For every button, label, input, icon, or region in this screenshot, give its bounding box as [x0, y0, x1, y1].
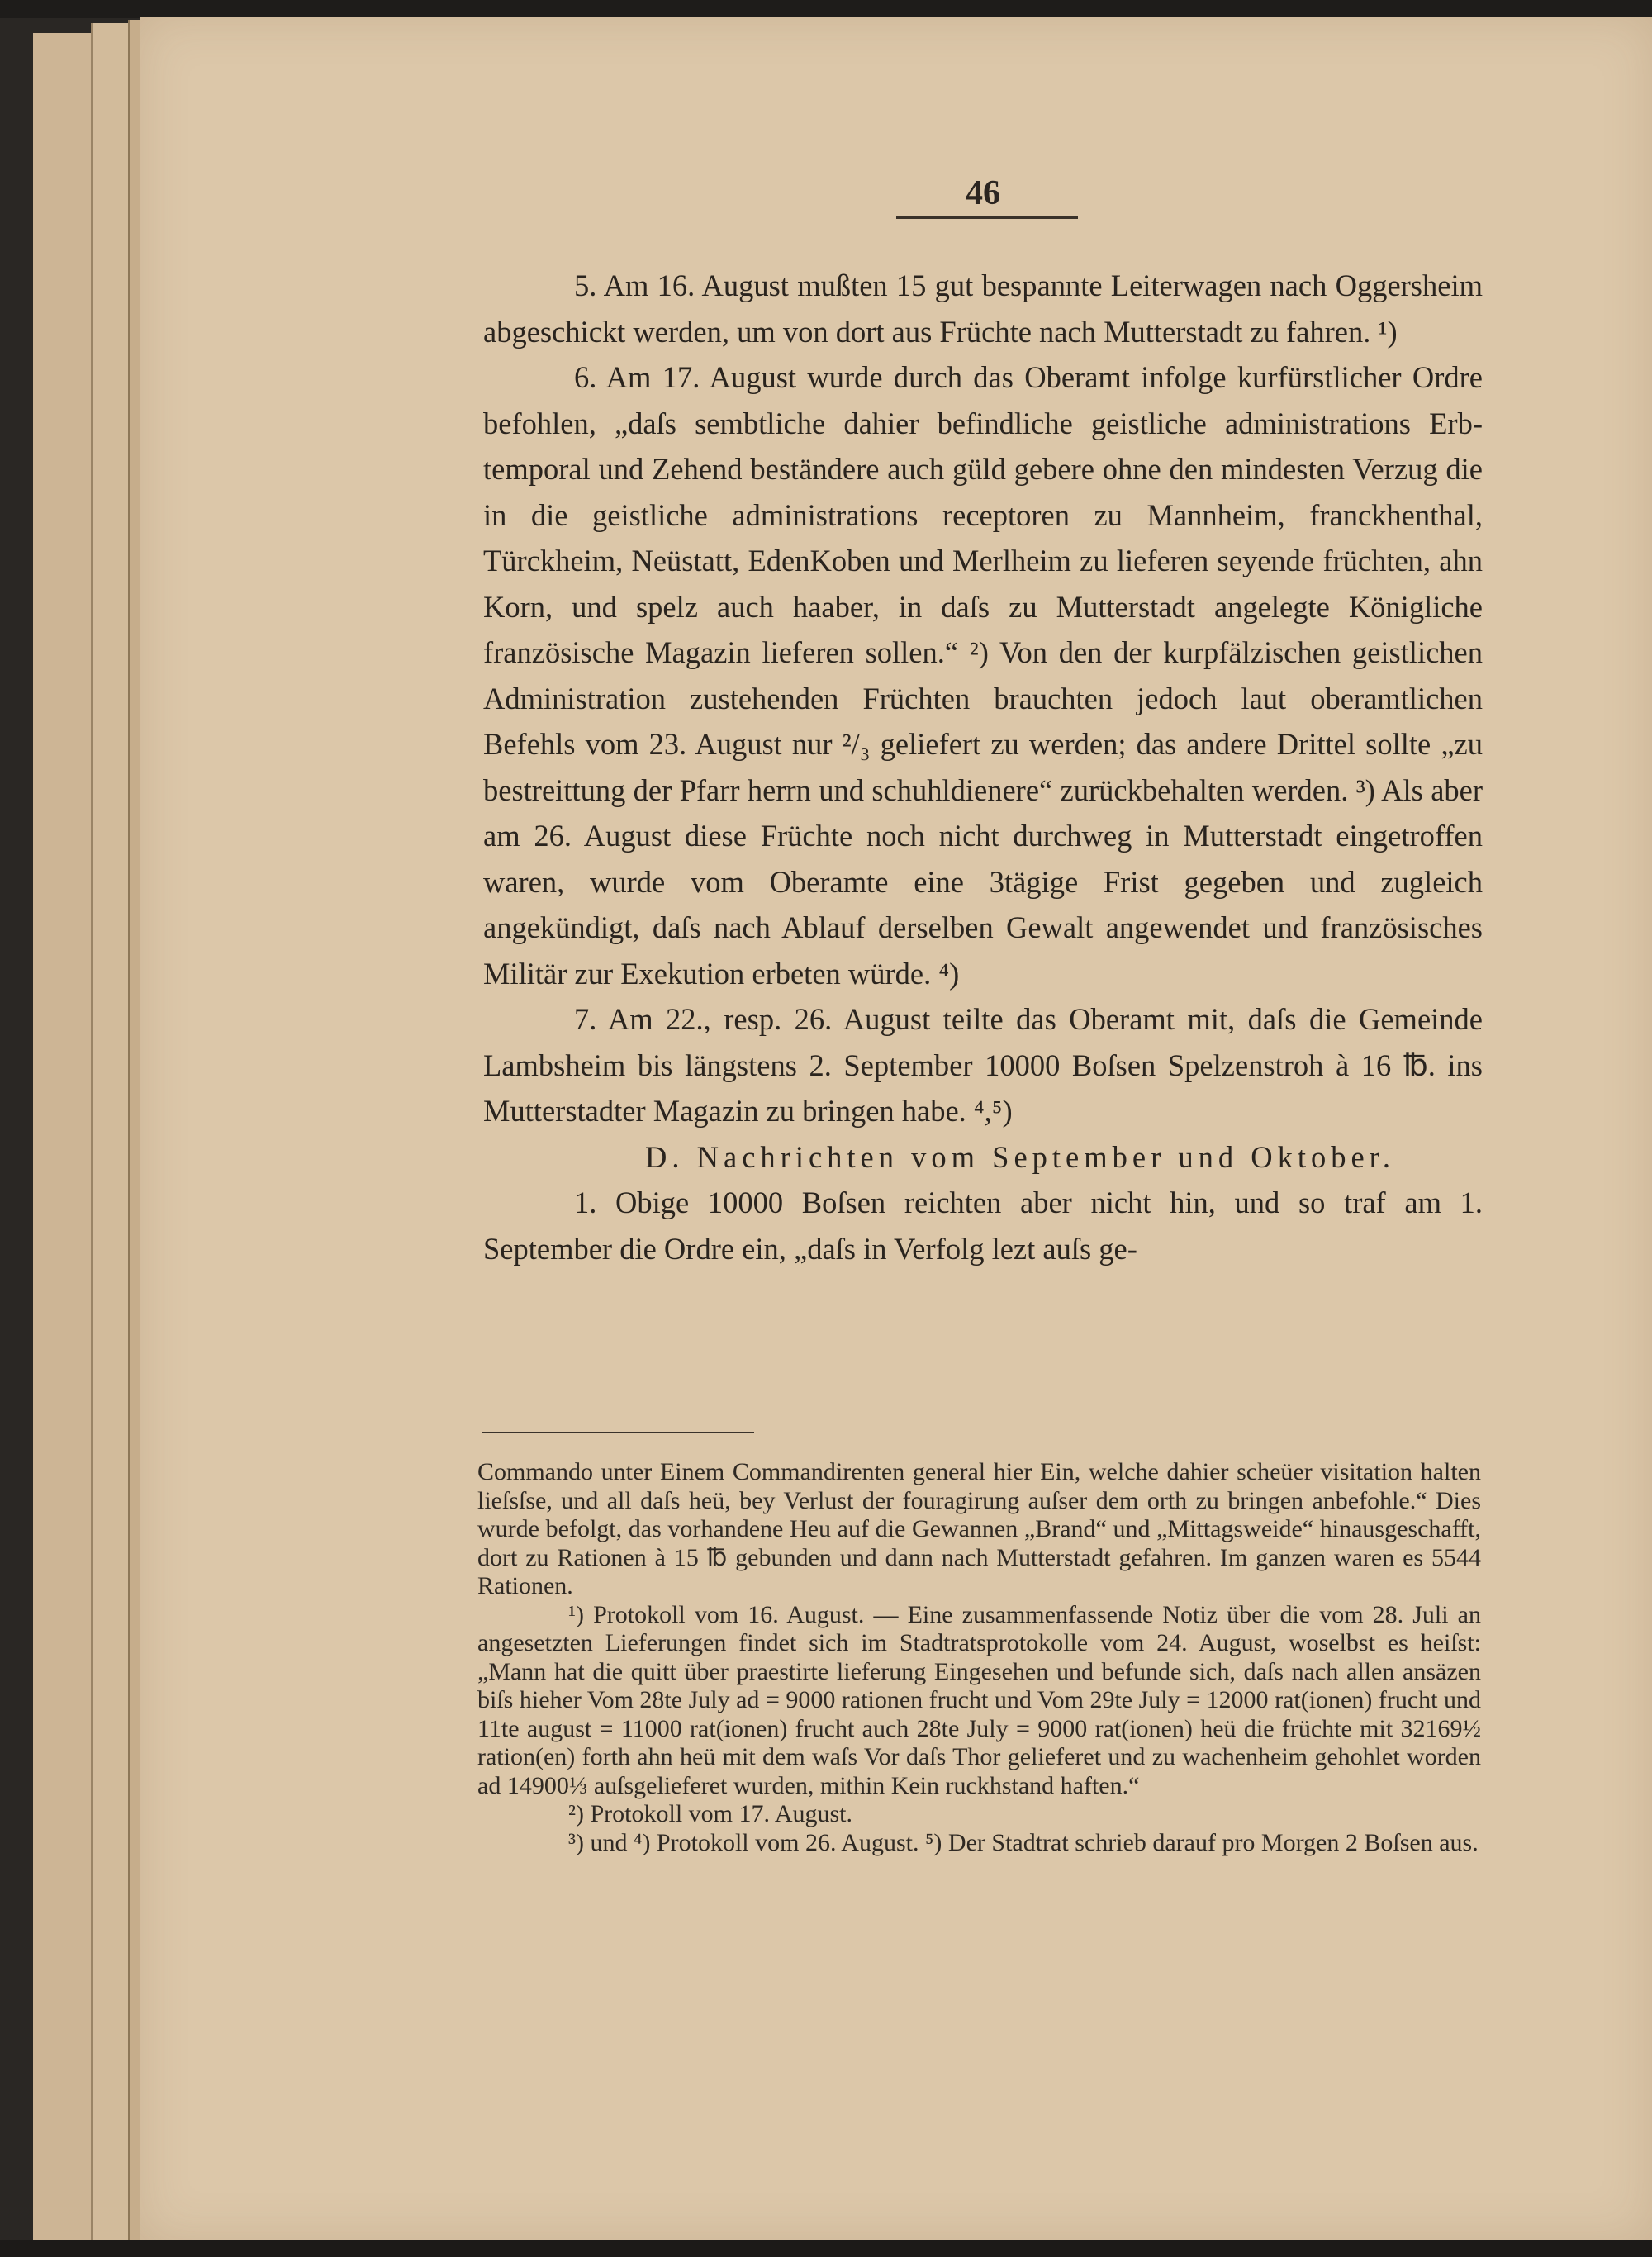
- footnote-1: ¹) Protokoll vom 16. August. — Eine zusammenfassende Notiz über die vom 28. Juli an angesetzten Lieferungen findet sich im Stadtratsprotokolle vom 24. August, woselbst es heiſst: „Mann hat die quitt über praestirte lieferung Eingesehen und befunde sich, daſs nach allen ansäzen biſs hieher Vom 28te July ad = 9000 rationen frucht und Vom 29te July = 12000 rat(ionen) frucht und 11te august = 11000 rat(ionen) frucht auch 28te July = 9000 rat(ionen) heü die früchte mit 32169½ ration(en) forth ahn heü mit dem waſs Vor daſs Thor gelieferet und zu wachenheim gehohlet worden ad 14900⅓ auſsgelieferet wurden, mithin Kein ruckhstand haften.“: [477, 1600, 1481, 1799]
- main-text: [483, 263, 1483, 1271]
- footnotes: [477, 1458, 1481, 1857]
- paragraph-5: 5. Am 16. August mußten 15 gut bespannte Leiterwagen nach Oggersheim abgeschickt werden, um von dort aus Früchte nach Mutterstadt zu fahren. ¹): [483, 268, 1483, 349]
- footnote-continuation: Commando unter Einem Commandirenten general hier Ein, welche dahier scheüer visitation halten lieſsſse, und all daſs heü, bey Verlust der fouragirung auſser dem orth zu bringen anbefohle.“ Dies wurde befolgt, das vorhandene Heu auf die Gewannen „Brand“ und „Mittagsweide“ hinausgeschafft, dort zu Rationen à 15 ℔ gebunden und dann nach Mutterstadt gefahren. Im ganzen waren es 5544 Rationen.: [477, 1458, 1481, 1599]
- scan-bottom-border: [0, 2240, 1652, 2257]
- section-heading: D. Nachrichten vom September und Oktober.: [645, 1139, 1395, 1174]
- page-number-rule: [896, 216, 1078, 219]
- paragraph-d1: 1. Obige 10000 Boſsen reichten aber nicht hin, und so traf am 1. September die Ordre ein, „daſs in Verfolg lezt auſs ge-: [483, 1186, 1483, 1266]
- footnote-3: ³) und ⁴) Protokoll vom 26. August. ⁵) Der Stadtrat schrieb darauf pro Morgen 2 Boſsen aus.: [568, 1828, 1479, 1856]
- scan-top-border: [0, 0, 1652, 18]
- page-number: 46: [966, 174, 1000, 212]
- footnote-2: ²) Protokoll vom 17. August.: [568, 1800, 853, 1827]
- paragraph-7: 7. Am 22., resp. 26. August teilte das Oberamt mit, daſs die Gemeinde Lambsheim bis längstens 2. September 10000 Boſsen Spelzenstroh à 16 ℔. ins Mutterstadter Magazin zu bringen habe. ⁴,⁵): [483, 1002, 1483, 1128]
- footnote-rule: [482, 1432, 754, 1433]
- paragraph-6: 6. Am 17. August wurde durch das Oberamt infolge kurfürstlicher Ordre befohlen, „daſs sembtliche dahier befindliche geistliche administrations Erb-temporal und Zehend beständere auch güld gebere ohne den mindesten Verzug die in die geistliche administrations receptoren zu Mannheim, franckhenthal, Türckheim, Neüstatt, EdenKoben und Merlheim zu lieferen seyende früchten, ahn Korn, und spelz auch haaber, in daſs zu Mutterstadt angelegte Königliche französische Magazin lieferen sollen.“ ²) Von den der kurpfälzischen geistlichen Administration zustehenden Früchten brauchten jedoch laut oberamtlichen Befehls vom 23. August nur ²/₃ geliefert zu werden; das andere Drittel sollte „zu bestreittung der Pfarr herrn und schuhldienere“ zurückbehalten werden. ³) Als aber am 26. August diese Früchte noch nicht durchweg in Mutterstadt eingetroffen waren, wurde vom Oberamte eine 3tägige Frist gegeben und zugleich angekündigt, daſs nach Ablauf derselben Gewalt angewendet und französisches Militär zur Exekution erbeten würde. ⁴): [483, 360, 1483, 991]
